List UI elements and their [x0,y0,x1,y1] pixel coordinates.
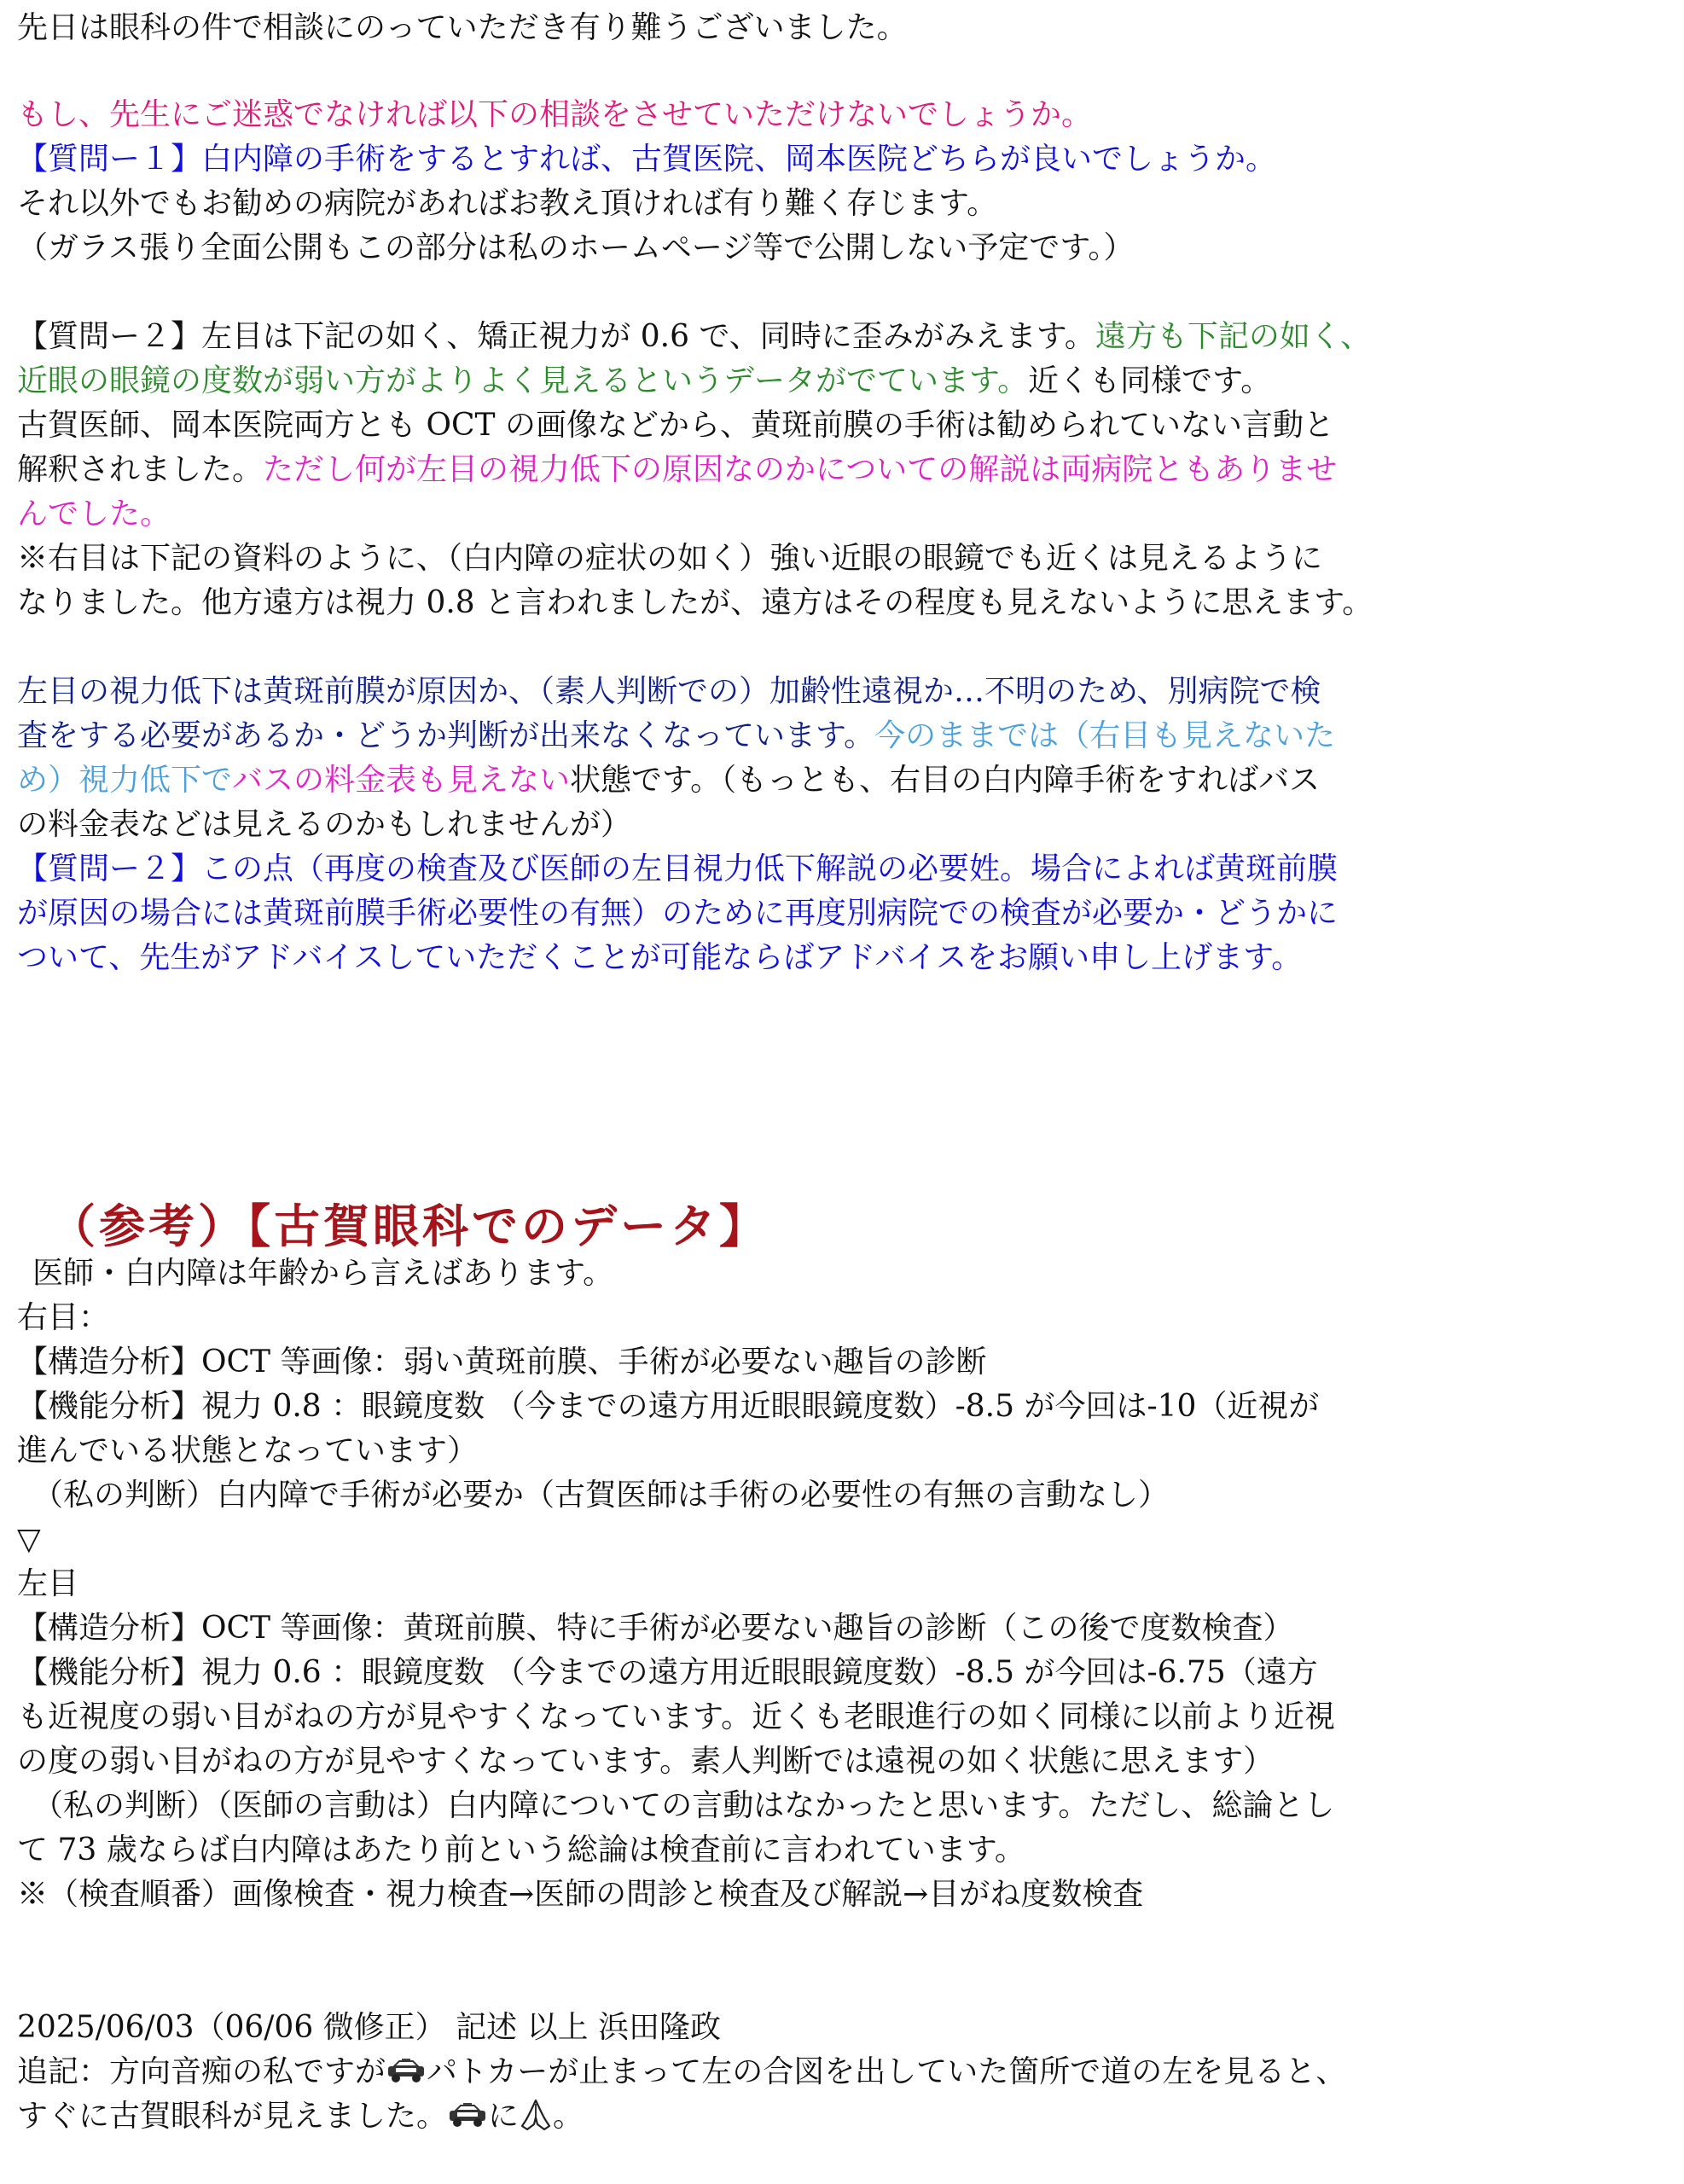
question-2-line-1: 【質問ー２】左目は下記の如く、矯正視力が 0.6 で、同時に歪みがみえます。遠方も下記の如く、 [17,319,1372,354]
reference-title: （参考）【古賀眼科でのデータ】 [49,1199,769,1253]
question-2-line-5: んでした。 [17,497,171,531]
right-eye-function-1: 【機能分析】視力 0.8 ：眼鏡度数 （今までの遠方用近眼眼鏡度数）-8.5 が今回は-10（近視が [17,1389,1320,1424]
down-triangle: ▽ [17,1522,41,1557]
left-eye-function-3: の度の弱い目がねの方が見やすくなっています。素人判断では遠視の如く状態に思えます） [17,1744,1275,1779]
postscript-line-2: すぐに古賀眼科が見えました。 に 。 [17,2095,1672,2143]
question-2-line-2: 近眼の眼鏡の度数が弱い方がよりよく見えるというデータがでています。近くも同様です。 [17,363,1272,398]
privacy-note: （ガラス張り全面公開もこの部分は私のホームページ等で公開しない予定です。） [17,230,1135,265]
right-eye-judgement: （私の判断）白内障で手術が必要か（古賀医師は手術の必要性の有無の言動なし） [32,1478,1170,1513]
left-eye-function-2: も近視度の弱い目がねの方が見やすくなっています。近くも老眼進行の如く同様に以前より近視 [17,1699,1336,1734]
left-eye-judgement-2: て 73 歳ならば白内障はあたり前という総論は検査前に言われています。 [17,1833,1025,1867]
question-2-line-4: 解釈されました。ただし何が左目の視力低下の原因なのかについての解説は両病院ともありませ [17,452,1338,487]
question-1-followup: それ以外でもお勧めの病院があればお教え頂ければ有り難く存じます。 [17,186,998,221]
reference-doctor-note: 医師・白内障は年齢から言えばあります。 [32,1256,614,1291]
question-2b-line-2: が原因の場合には黄斑前膜手術必要性の有無）のために再度別病院での検査が必要か・どうかに [17,896,1338,931]
postscript-line-1: 追記：方向音痴の私ですが パトカーが止まって左の合図を出していた箇所で道の左を見ると、 [17,2051,1672,2099]
exam-order-note: ※（検査順番）画像検査・視力検査→医師の問診と検査及び解説→目がね度数検査 [17,1877,1144,1912]
signature-line: 2025/06/03（06/06 微修正） 記述 以上 浜田隆政 [17,2010,722,2045]
left-eye-heading: 左目 [17,1566,79,1601]
question-2b-line-3: ついて、先生がアドバイスしていただくことが可能ならばアドバイスをお願い申し上げます。 [17,940,1303,975]
right-eye-note-2: なりました。他方遠方は視力 0.8 と言われましたが、遠方はその程度も見えないように思えます。 [17,585,1373,620]
left-eye-paragraph-1: 左目の視力低下は黄斑前膜が原因か、（素人判断での）加齢性遠視か…不明のため、別病院で検 [17,674,1321,709]
right-eye-structure: 【構造分析】OCT 等画像：弱い黄斑前膜、手術が必要ない趣旨の診断 [17,1345,987,1380]
left-eye-function-1: 【機能分析】視力 0.6 ：眼鏡度数 （今までの遠方用近眼眼鏡度数）-8.5 が今回は-6.75（遠方 [17,1655,1318,1690]
request-line: もし、先生にご迷惑でなければ以下の相談をさせていただけないでしょうか。 [17,97,1093,132]
question-2-line-3: 古賀医師、岡本医院両方とも OCT の画像などから、黄斑前膜の手術は勧められていない言動と [17,408,1334,443]
police-car-icon [447,2100,488,2143]
question-1-line: 【質問ー１】白内障の手術をするとすれば、古賀医院、岡本医院どちらが良いでしょうか。 [17,142,1277,177]
right-eye-function-2: 進んでいる状態となっています） [17,1433,479,1468]
left-eye-paragraph-4: の料金表などは見えるのかもしれませんが） [17,807,632,842]
left-eye-paragraph-3: め）視力低下でバスの料金表も見えない状態です。（もっとも、右目の白内障手術をすればバス [17,763,1321,798]
police-car-icon [386,2056,427,2099]
greeting-line: 先日は眼科の件で相談にのっていただき有り難うございました。 [17,10,908,45]
left-eye-judgement-1: （私の判断）（医師の言動は）白内障についての言動はなかったと思います。ただし、総論とし [32,1788,1335,1823]
left-eye-paragraph-2: 査をする必要があるか・どうか判断が出来なくなっています。今のままでは（右目も見えないた [17,718,1336,753]
praying-hands-icon [519,2099,553,2143]
right-eye-heading: 右目： [17,1300,110,1335]
right-eye-note-1: ※右目は下記の資料のように、（白内障の症状の如く）強い近眼の眼鏡でも近くは見えるように [17,541,1323,576]
left-eye-structure: 【構造分析】OCT 等画像：黄斑前膜、特に手術が必要ない趣旨の診断（この後で度数検査） [17,1611,1294,1646]
question-2b-line-1: 【質問ー２】この点（再度の検査及び医師の左目視力低下解説の必要姓。場合によれば黄斑前膜 [17,851,1338,886]
